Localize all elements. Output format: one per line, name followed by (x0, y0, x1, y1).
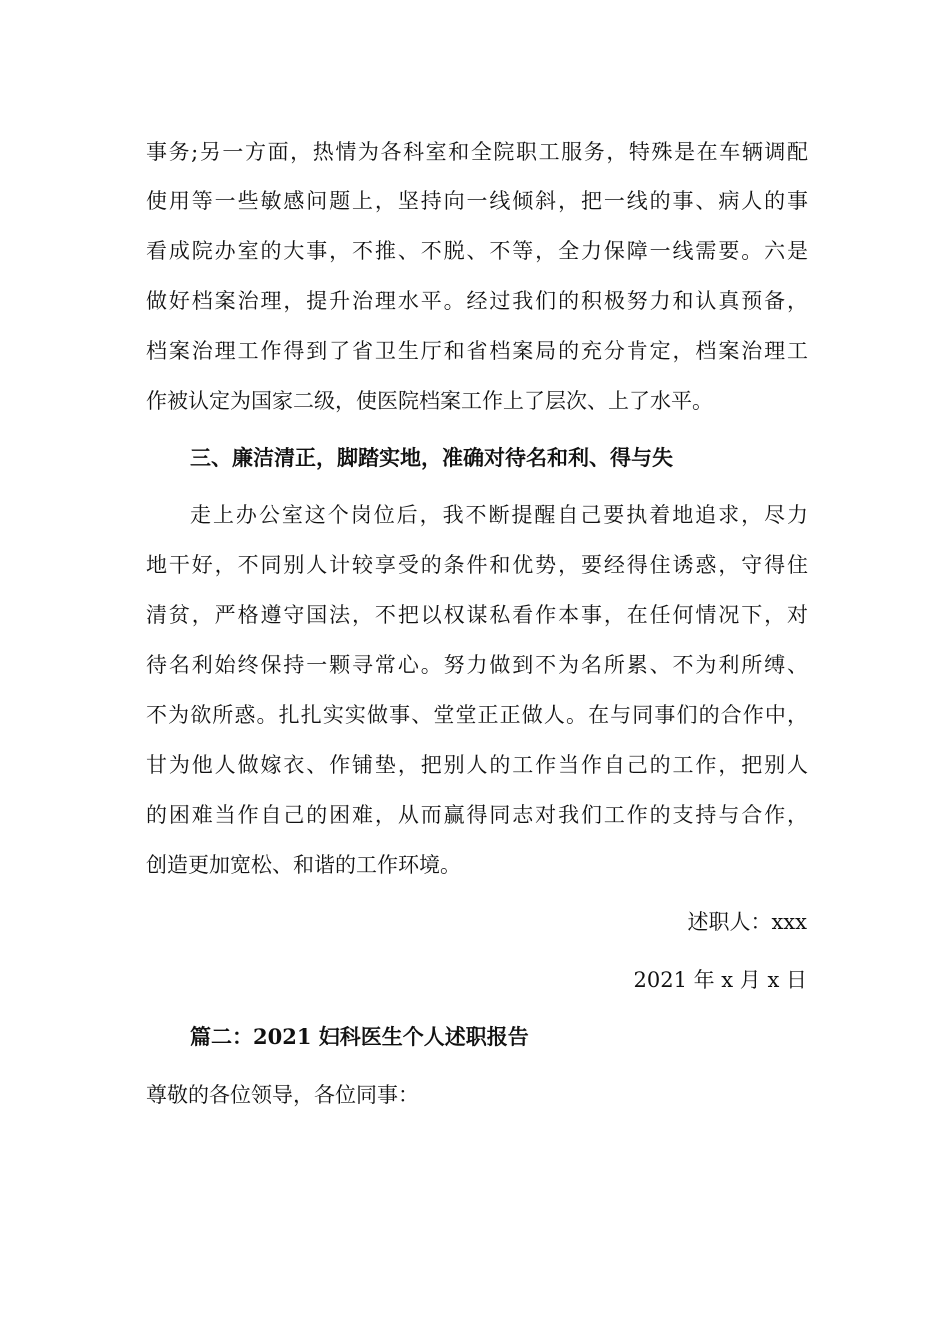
paragraph-line: 清贫，严格遵守国法，不把以权谋私看作本事，在任何情况下，对 (146, 603, 808, 627)
paragraph-line: 创造更加宽松、和谐的工作环境。 (146, 853, 461, 877)
signature-reporter: 述职人：xxx (687, 910, 807, 934)
paragraph-line: 地干好，不同别人计较享受的条件和优势，要经得住诱惑，守得住 (146, 553, 808, 577)
paragraph-line: 甘为他人做嫁衣、作铺垫，把别人的工作当作自己的工作，把别人 (146, 753, 808, 777)
paragraph-line: 走上办公室这个岗位后，我不断提醒自己要执着地追求，尽力 (190, 503, 808, 527)
paragraph-line: 的困难当作自己的困难，从而赢得同志对我们工作的支持与合作， (146, 803, 808, 827)
paragraph-line: 看成院办室的大事，不推、不脱、不等，全力保障一线需要。六是 (146, 239, 808, 263)
paragraph-line: 使用等一些敏感问题上，坚持向一线倾斜，把一线的事、病人的事 (146, 189, 808, 213)
salutation: 尊敬的各位领导，各位同事： (146, 1083, 419, 1107)
paragraph-line: 事务;另一方面，热情为各科室和全院职工服务，特殊是在车辆调配 (146, 140, 808, 164)
signature-date: 2021 年 x 月 x 日 (633, 968, 807, 992)
section-heading: 三、廉洁清正，脚踏实地，准确对待名和利、得与失 (190, 445, 673, 470)
part-two-heading: 篇二：2021 妇科医生个人述职报告 (190, 1024, 529, 1049)
paragraph-line: 做好档案治理，提升治理水平。经过我们的积极努力和认真预备， (146, 289, 808, 313)
paragraph-line: 档案治理工作得到了省卫生厅和省档案局的充分肯定，档案治理工 (146, 339, 808, 363)
paragraph-line: 作被认定为国家二级，使医院档案工作上了层次、上了水平。 (146, 389, 713, 413)
paragraph-line: 待名利始终保持一颗寻常心。努力做到不为名所累、不为利所缚、 (146, 653, 808, 677)
paragraph-line: 不为欲所惑。扎扎实实做事、堂堂正正做人。在与同事们的合作中， (146, 703, 808, 727)
